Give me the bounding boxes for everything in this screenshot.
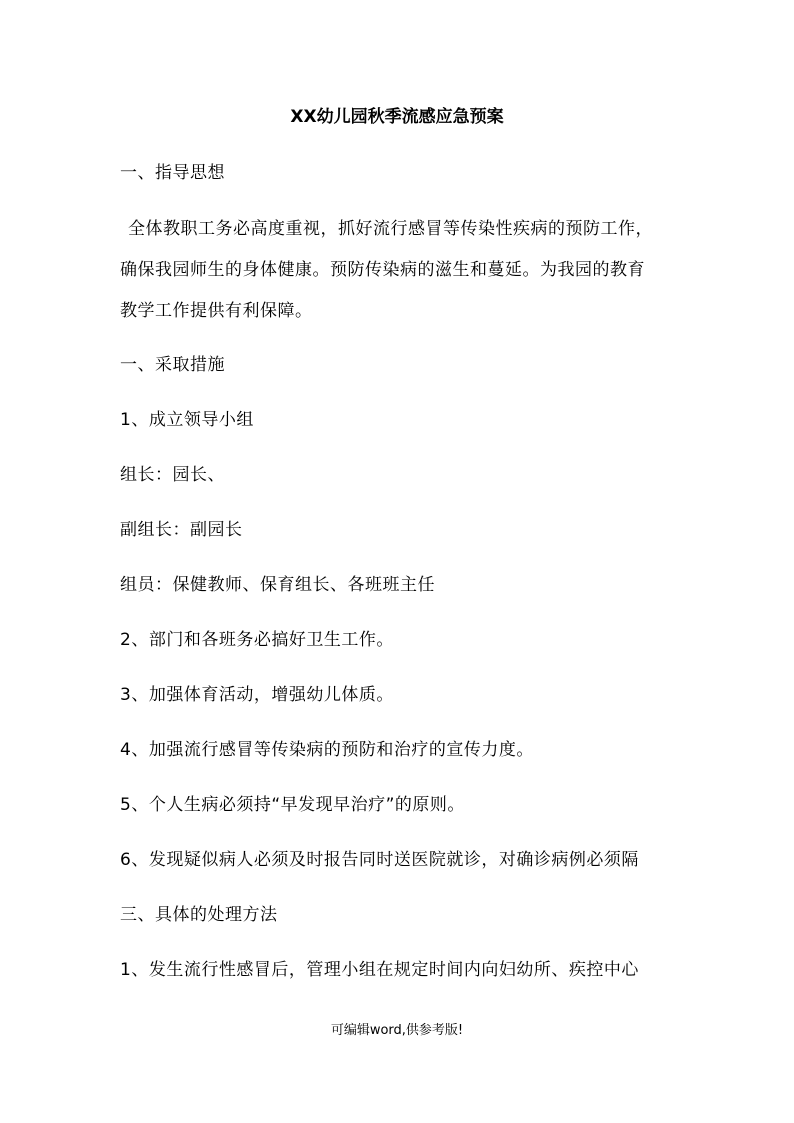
list-item-6: 6、发现疑似病人必须及时报告同时送医院就诊，对确诊病例必须隔 — [120, 850, 639, 870]
group-members-line: 组员：保健教师、保育组长、各班班主任 — [120, 575, 435, 595]
group-leader-line: 组长：园长、 — [120, 465, 225, 485]
list-item-3: 3、加强体育活动，增强幼儿体质。 — [120, 685, 394, 705]
guiding-paragraph-line-2: 确保我园师生的身体健康。预防传染病的滋生和蔓延。为我园的教育 — [120, 260, 645, 280]
guiding-ideology-heading: 一、指导思想 — [120, 163, 225, 183]
handling-methods-heading: 三、具体的处理方法 — [120, 905, 278, 925]
list-item-4: 4、加强流行感冒等传染病的预防和治疗的宣传力度。 — [120, 740, 534, 760]
list-item-2: 2、部门和各班务必搞好卫生工作。 — [120, 630, 394, 650]
footer-note: 可编辑word,供参考版! — [330, 1023, 464, 1038]
list-item-1: 1、成立领导小组 — [120, 410, 254, 430]
handling-list-item-1: 1、发生流行性感冒后，管理小组在规定时间内向妇幼所、疾控中心 — [120, 960, 639, 980]
measures-heading: 一、采取措施 — [120, 355, 225, 375]
list-item-5: 5、个人生病必须持“早发现早治疗”的原则。 — [120, 795, 465, 815]
guiding-paragraph-line-3: 教学工作提供有利保障。 — [120, 301, 313, 321]
deputy-leader-line: 副组长：副园长 — [120, 520, 243, 540]
document-title: XX幼儿园秋季流感应急预案 — [290, 107, 504, 127]
guiding-paragraph-line-1: 全体教职工务必高度重视，抓好流行感冒等传染性疾病的预防工作， — [128, 219, 653, 239]
